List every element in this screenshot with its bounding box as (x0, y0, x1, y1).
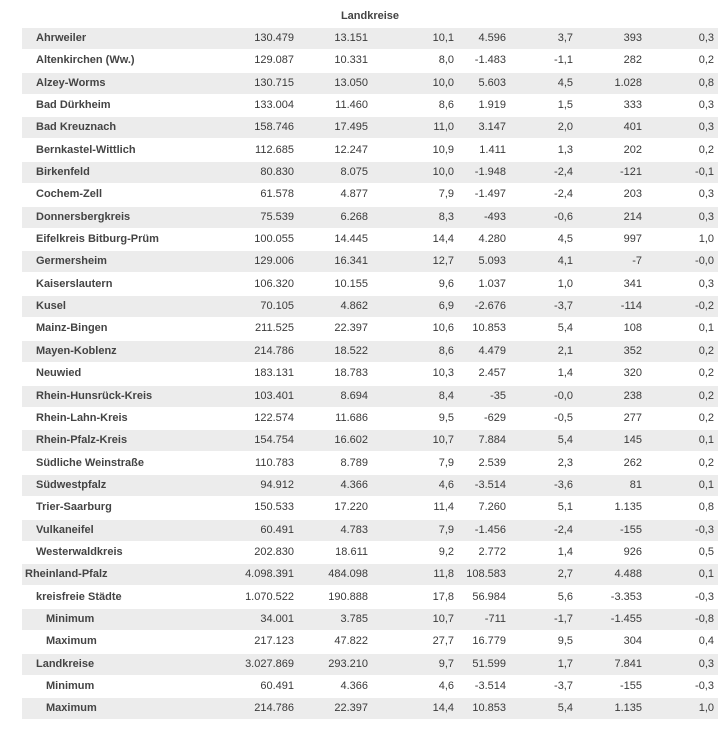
table-cell: -1.483 (474, 54, 506, 67)
table-cell: 4.596 (478, 32, 506, 44)
table-cell: 129.006 (254, 255, 294, 268)
table-cell: 103.401 (254, 389, 294, 402)
table-cell: 56.984 (472, 590, 506, 603)
table-cell: 7,9 (438, 456, 454, 469)
table-cell: 1,7 (557, 657, 573, 670)
row-label: Bad Kreuznach (36, 121, 117, 134)
table-cell: 3.785 (340, 612, 368, 625)
table-cell: -2.676 (474, 300, 506, 313)
row-label: Südwestpfalz (36, 478, 107, 491)
table-cell: 112.685 (255, 143, 294, 156)
row-label: kreisfreie Städte (36, 590, 122, 603)
table-cell: 8,0 (438, 54, 454, 67)
table-cell: 10,7 (432, 434, 454, 447)
table-cell: 10,1 (432, 32, 454, 44)
table-cell: 8,6 (438, 99, 454, 112)
table-cell: 5,4 (557, 434, 573, 447)
table-cell: 16.341 (334, 255, 368, 268)
table-cell: 282 (623, 54, 642, 67)
table-cell: 393 (623, 32, 642, 44)
table-cell: 17.220 (334, 501, 368, 514)
table-cell: 1,0 (698, 702, 714, 715)
table-cell: 9,5 (557, 635, 573, 648)
table-cell: 1,4 (557, 367, 573, 380)
table-cell: 4.366 (340, 478, 368, 491)
table-cell: 217.123 (254, 635, 294, 648)
table-cell: 8,6 (438, 344, 454, 357)
table-cell: 3.147 (478, 121, 506, 134)
table-cell: -0,2 (695, 300, 714, 313)
table-cell: 203 (623, 188, 642, 201)
table-cell: 11,4 (433, 501, 454, 514)
table-cell: -0,5 (554, 411, 573, 424)
table-cell: 0,3 (698, 32, 714, 44)
table-cell: -1.456 (474, 523, 506, 536)
table-cell: -3,6 (554, 478, 573, 491)
table-cell: 190.888 (328, 590, 368, 603)
table-cell: 10,6 (432, 322, 454, 335)
table-cell: 4.098.391 (245, 568, 294, 581)
table-cell: 277 (623, 411, 642, 424)
row-label: Bernkastel-Wittlich (36, 143, 136, 156)
row-label: Kaiserslautern (36, 277, 113, 290)
table-cell: 9,7 (438, 657, 454, 670)
table-cell: 129.087 (254, 54, 294, 67)
row-label: Minimum (46, 612, 95, 625)
table-row (22, 564, 718, 585)
table-cell: 1.135 (614, 702, 642, 715)
table-cell: 0,5 (698, 545, 714, 558)
table-cell: 9,6 (438, 277, 454, 290)
table-cell: 8.789 (340, 456, 368, 469)
table-cell: -1,7 (554, 612, 573, 625)
table-cell: 8,3 (438, 210, 454, 223)
table-cell: 1.028 (614, 76, 642, 89)
table-cell: -0,8 (695, 612, 714, 625)
table-cell: 0,2 (698, 411, 714, 424)
table-cell: 145 (623, 434, 642, 447)
table-cell: 4.862 (340, 300, 368, 313)
table-cell: 0,2 (698, 344, 714, 357)
table-cell: 13.050 (334, 76, 368, 89)
table-cell: 1,0 (698, 233, 714, 246)
table-cell: 926 (623, 545, 642, 558)
table-row (22, 609, 718, 630)
row-label: Neuwied (36, 367, 82, 380)
table-cell: 14,4 (432, 233, 454, 246)
table-row (22, 520, 718, 541)
table-cell: -1.948 (474, 166, 506, 179)
table-cell: 130.479 (254, 32, 294, 44)
table-cell: 4.366 (340, 679, 368, 692)
table-cell: 997 (623, 233, 642, 246)
table-cell: 0,1 (698, 322, 714, 335)
table-cell: 106.320 (254, 277, 294, 290)
table-cell: 2.772 (478, 545, 506, 558)
table-cell: 8.075 (340, 166, 368, 179)
row-label: Ahrweiler (36, 32, 87, 44)
table-cell: 341 (623, 277, 642, 290)
table-cell: 0,2 (698, 456, 714, 469)
table-cell: 2,0 (557, 121, 573, 134)
table-cell: 262 (623, 456, 642, 469)
table-cell: -1.497 (474, 188, 506, 201)
table-row (22, 676, 718, 697)
table-cell: -3.514 (474, 679, 506, 692)
table-cell: 100.055 (254, 233, 294, 246)
table-cell: 16.779 (472, 635, 506, 648)
table-cell: 5,4 (557, 322, 573, 335)
table-cell: 4.280 (478, 233, 506, 246)
table-cell: 4,5 (557, 76, 573, 89)
table-cell: 94.912 (260, 478, 294, 491)
table-cell: 0,4 (698, 635, 714, 648)
row-label: Cochem-Zell (36, 188, 103, 201)
table-cell: 60.491 (260, 523, 294, 536)
table-cell: 12,7 (432, 255, 454, 268)
table-row (22, 631, 718, 652)
table-cell: 4,5 (557, 233, 573, 246)
table-cell: 10,9 (432, 143, 454, 156)
table-cell: -0,0 (695, 255, 714, 268)
table-cell: 9,2 (438, 545, 454, 558)
table-cell: 10,0 (432, 76, 454, 89)
table-cell: -3,7 (554, 679, 573, 692)
table-row (22, 274, 718, 295)
row-label: Kusel (36, 300, 66, 313)
table-cell: 2.539 (478, 456, 506, 469)
table-cell: 22.397 (334, 702, 368, 715)
section-title: Landkreise (340, 10, 400, 22)
table-row (22, 497, 718, 518)
table-cell: -2,4 (554, 188, 573, 201)
table-cell: 3,7 (557, 32, 573, 44)
table-cell: 16.602 (334, 434, 368, 447)
table-cell: 6.268 (340, 210, 368, 223)
table-row (22, 140, 718, 161)
row-label: Rheinland-Pfalz (25, 568, 108, 581)
table-cell: 214.786 (254, 344, 294, 357)
row-label: Altenkirchen (Ww.) (36, 54, 135, 67)
table-cell: 1,5 (557, 99, 573, 112)
table-cell: -2,4 (554, 523, 573, 536)
table-cell: -1,1 (554, 54, 573, 67)
table-row (22, 184, 718, 205)
table-cell: 10,0 (432, 166, 454, 179)
table-cell: 5.603 (478, 76, 506, 89)
table-row (22, 162, 718, 183)
table-cell: 108 (623, 322, 642, 335)
table-cell: 22.397 (334, 322, 368, 335)
table-cell: 2,3 (557, 456, 573, 469)
table-cell: 34.001 (260, 612, 294, 625)
table-cell: 122.574 (254, 411, 294, 424)
table-cell: 10.853 (472, 702, 506, 715)
table-cell: 0,3 (698, 188, 714, 201)
table-cell: 11.686 (335, 411, 368, 424)
table-cell: -0,6 (554, 210, 573, 223)
table-row (22, 28, 718, 49)
table-cell: 0,8 (698, 501, 714, 514)
table-cell: 4,6 (438, 679, 454, 692)
table-row (22, 363, 718, 384)
table-cell: 7.260 (478, 501, 506, 514)
row-label: Rhein-Pfalz-Kreis (36, 434, 128, 447)
table-cell: 108.583 (466, 568, 506, 581)
table-cell: 60.491 (260, 679, 294, 692)
table-cell: -3.353 (610, 590, 642, 603)
table-cell: 293.210 (328, 657, 368, 670)
table-cell: 10,3 (432, 367, 454, 380)
table-cell: 0,3 (698, 121, 714, 134)
table-cell: -0,3 (695, 590, 714, 603)
table-cell: 4,1 (557, 255, 573, 268)
table-cell: 5,1 (557, 501, 573, 514)
table-cell: 1.919 (478, 99, 506, 112)
table-row (22, 229, 718, 250)
table-cell: 5.093 (478, 255, 506, 268)
table-row (22, 453, 718, 474)
table-cell: 17,8 (432, 590, 454, 603)
table-row (22, 430, 718, 451)
table-cell: -3.514 (474, 478, 506, 491)
row-label: Südliche Weinstraße (36, 456, 144, 469)
table-row (22, 386, 718, 407)
table-cell: 1.070.522 (245, 590, 294, 603)
row-label: Rhein-Lahn-Kreis (36, 411, 128, 424)
table-cell: 401 (623, 121, 642, 134)
table-cell: -0,3 (695, 679, 714, 692)
row-label: Trier-Saarburg (36, 501, 112, 514)
table-cell: 4,6 (438, 478, 454, 491)
row-label: Germersheim (36, 255, 107, 268)
table-cell: 0,2 (698, 143, 714, 156)
table-cell: 0,3 (698, 657, 714, 670)
table-cell: 0,3 (698, 210, 714, 223)
table-cell: 11,8 (433, 568, 454, 581)
table-cell: 2,7 (557, 568, 573, 581)
table-cell: -3,7 (554, 300, 573, 313)
table-cell: 14.445 (334, 233, 368, 246)
table-cell: 4.488 (614, 568, 642, 581)
row-label: Bad Dürkheim (36, 99, 111, 112)
table-cell: 130.715 (254, 76, 294, 89)
table-cell: 304 (623, 635, 642, 648)
table-cell: 10,7 (432, 612, 454, 625)
table-cell: 81 (629, 478, 642, 491)
table-cell: 0,3 (698, 277, 714, 290)
table-cell: 3.027.869 (245, 657, 294, 670)
table-cell: 110.783 (255, 456, 294, 469)
table-cell: 4.877 (340, 188, 368, 201)
table-cell: 61.578 (260, 188, 294, 201)
row-label: Maximum (46, 635, 97, 648)
table-cell: 238 (623, 389, 642, 402)
table-cell: 0,3 (698, 99, 714, 112)
row-label: Vulkaneifel (36, 523, 94, 536)
table-cell: 0,1 (698, 568, 714, 581)
table-cell: -711 (484, 612, 506, 625)
table-cell: 5,6 (557, 590, 573, 603)
table-cell: -0,3 (695, 523, 714, 536)
table-row (22, 475, 718, 496)
table-cell: -114 (620, 300, 642, 313)
table-cell: 0,8 (698, 76, 714, 89)
table-cell: 18.522 (334, 344, 368, 357)
table-cell: 75.539 (260, 210, 294, 223)
table-row (22, 117, 718, 138)
table-cell: 7.884 (478, 434, 506, 447)
table-cell: 10.331 (334, 54, 368, 67)
table-cell: 17.495 (334, 121, 368, 134)
table-cell: 320 (623, 367, 642, 380)
table-row (22, 341, 718, 362)
table-cell: 158.746 (254, 121, 294, 134)
table-cell: 11.460 (335, 99, 368, 112)
table-cell: 8.694 (340, 389, 368, 402)
table-cell: 484.098 (328, 568, 368, 581)
table-cell: 333 (623, 99, 642, 112)
table-row (22, 73, 718, 94)
table-row (22, 587, 718, 608)
table-cell: 1,4 (557, 545, 573, 558)
table-cell: -0,0 (554, 389, 573, 402)
row-label: Westerwaldkreis (36, 545, 123, 558)
table-cell: 211.525 (255, 322, 294, 335)
row-label: Alzey-Worms (36, 76, 106, 89)
table-cell: 0,2 (698, 389, 714, 402)
table-row (22, 251, 718, 272)
table-row (22, 50, 718, 71)
table-cell: 202 (623, 143, 642, 156)
table-cell: 133.004 (254, 99, 294, 112)
table-cell: 18.783 (334, 367, 368, 380)
table-cell: 5,4 (557, 702, 573, 715)
table-cell: 6,9 (438, 300, 454, 313)
table-cell: 214.786 (254, 702, 294, 715)
table-cell: -2,4 (554, 166, 573, 179)
table-cell: 10.155 (334, 277, 368, 290)
table-cell: -155 (619, 523, 642, 536)
table-cell: 70.105 (260, 300, 294, 313)
table-cell: 0,1 (698, 478, 714, 491)
row-label: Mayen-Koblenz (36, 344, 117, 357)
table-cell: -1.455 (610, 612, 642, 625)
table-cell: -121 (619, 166, 642, 179)
table-cell: 27,7 (432, 635, 454, 648)
table-row (22, 654, 718, 675)
table-cell: 352 (623, 344, 642, 357)
table-cell: 8,4 (438, 389, 454, 402)
row-label: Maximum (46, 702, 97, 715)
table-cell: 1,0 (557, 277, 573, 290)
table-cell: 11,0 (433, 121, 454, 134)
table-cell: 150.533 (254, 501, 294, 514)
table-cell: 183.131 (254, 367, 294, 380)
table-cell: 154.754 (254, 434, 294, 447)
table-cell: 80.830 (260, 166, 294, 179)
row-label: Rhein-Hunsrück-Kreis (36, 389, 153, 402)
table-cell: -493 (483, 210, 506, 223)
table-cell: 13.151 (334, 32, 368, 44)
data-table (22, 28, 718, 721)
table-cell: 10.853 (472, 322, 506, 335)
table-cell: 214 (623, 210, 642, 223)
row-label: Landkreise (36, 657, 95, 670)
row-label: Eifelkreis Bitburg-Prüm (36, 233, 159, 246)
table-cell: 0,2 (698, 367, 714, 380)
table-cell: 2,1 (557, 344, 573, 357)
table-cell: 1.135 (614, 501, 642, 514)
table-cell: -0,1 (695, 166, 714, 179)
table-cell: 202.830 (254, 545, 294, 558)
row-label: Birkenfeld (36, 166, 90, 179)
row-label: Minimum (46, 679, 95, 692)
table-cell: 7.841 (614, 657, 642, 670)
table-cell: -155 (619, 679, 642, 692)
table-cell: -7 (632, 255, 642, 268)
table-row (22, 318, 718, 339)
table-cell: 14,4 (432, 702, 454, 715)
table-cell: 1.037 (478, 277, 506, 290)
table-cell: 7,9 (438, 523, 454, 536)
table-cell: 4.783 (340, 523, 368, 536)
table-cell: 12.247 (334, 143, 368, 156)
table-row (22, 698, 718, 719)
table-cell: -35 (490, 389, 506, 402)
table-cell: 0,2 (698, 54, 714, 67)
table-row (22, 408, 718, 429)
table-cell: 7,9 (438, 188, 454, 201)
table-cell: 18.611 (335, 545, 368, 558)
table-row (22, 542, 718, 563)
table-row (22, 296, 718, 317)
table-cell: 2.457 (478, 367, 506, 380)
table-row (22, 95, 718, 116)
table-cell: 47.822 (334, 635, 368, 648)
table-cell: 4.479 (478, 344, 506, 357)
table-cell: 1,3 (557, 143, 573, 156)
table-cell: 9,5 (438, 411, 454, 424)
table-cell: 0,1 (698, 434, 714, 447)
table-cell: 51.599 (472, 657, 506, 670)
table-row (22, 207, 718, 228)
row-label: Mainz-Bingen (36, 322, 108, 335)
table-cell: -629 (483, 411, 506, 424)
table-cell: 1.411 (479, 143, 506, 156)
row-label: Donnersbergkreis (36, 210, 131, 223)
